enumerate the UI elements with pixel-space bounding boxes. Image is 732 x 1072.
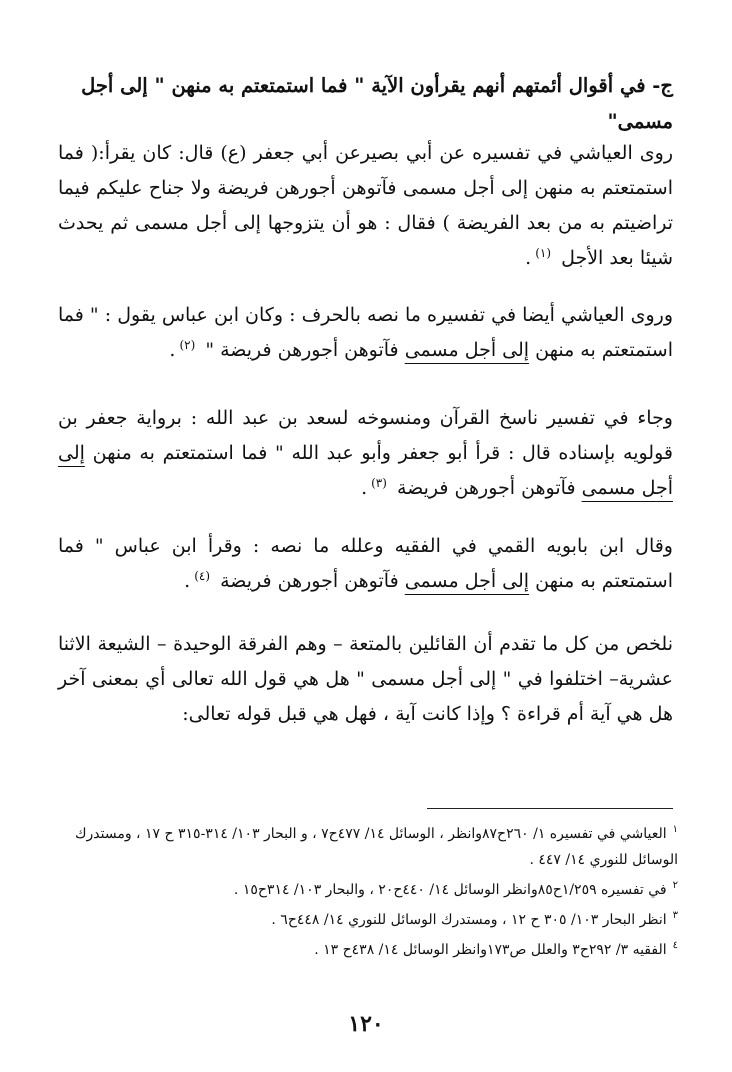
paragraph-ibn-babawayh bbox=[58, 529, 673, 599]
paragraph-nasikh-mansukh bbox=[58, 401, 673, 506]
paragraph-text: وقال ابن بابويه القمي في الفقيه وعلله ما نصه : وقرأ ابن عباس " فما استمتعتم به منهن bbox=[58, 535, 673, 592]
sentence-end: . bbox=[525, 247, 532, 269]
paragraph-summary: نلخص من كل ما تقدم أن القائلين بالمتعة – وهم الفرقة الوحيدة – الشيعة الاثنا عشرية– اختلفوا في " إلى أجل مسمى " هل هي قول الله تعالى أي بمعنى آخر هل هي آية أم قراءة ؟ وإذا كانت آية ، فهل هي قبل قوله تعالى: bbox=[58, 633, 673, 725]
underlined-phrase: إلى أجل مسمى bbox=[58, 442, 673, 499]
footnote-separator bbox=[427, 808, 673, 809]
sentence-end: . bbox=[169, 339, 176, 361]
footnote-text: الفقيه ٣/ ٢٩٢ح٣ والعلل ص١٧٣وانظر الوسائل ١٤/ ٤٣٨ح ١٣ . bbox=[314, 942, 667, 958]
footnote-number: ١ bbox=[672, 824, 678, 836]
footnote-1 bbox=[58, 821, 678, 873]
footnote-number: ٣ bbox=[672, 910, 678, 922]
paragraph-text-continued: فآتوهن أجورهن فريضة bbox=[396, 477, 576, 499]
section-heading: ج- في أقوال أئمتهم أنهم يقرأون الآية " فما استمتعتم به منهن " إلى أجل مسمى" bbox=[81, 74, 673, 133]
paragraph-text-continued: فآتوهن أجورهن فريضة " bbox=[205, 339, 399, 361]
footnote-ref-1[interactable]: (١) bbox=[535, 245, 552, 260]
footnote-4 bbox=[58, 937, 678, 963]
footnote-2 bbox=[58, 877, 678, 903]
paragraph-text-continued: فآتوهن أجورهن فريضة bbox=[220, 570, 399, 592]
footnote-text: انظر البحار ١٠٣/ ٣٠٥ ح ١٢ ، ومستدرك الوسائل للنوري ١٤/ ٤٤٨ح٦ . bbox=[271, 912, 667, 928]
page-number: ١٢٠ bbox=[348, 1011, 384, 1037]
paragraph-text: وروى العياشي أيضا في تفسيره ما نصه بالحرف : وكان ابن عباس يقول : " فما استمتعتم به منهن bbox=[58, 304, 673, 361]
paragraph-text: روى العياشي في تفسيره عن أبي بصيرعن أبي جعفر (ع) قال: كان يقرأ:( فما استمتعتم به منهن إلى أجل مسمى فآتوهن أجورهن فريضة ولا جناح عليكم فيما تراضيتم به من بعد الفريضة ) فقال : هو أن يتزوجها إلى أجل مسمى ثم يحدث شيئا بعد الأجل bbox=[58, 142, 673, 269]
footnote-ref-3[interactable]: (٣) bbox=[371, 475, 387, 490]
footnote-number: ٤ bbox=[672, 940, 678, 952]
footnote-ref-2[interactable]: (٢) bbox=[179, 337, 196, 352]
paragraph-ayyashi-abu-basir bbox=[58, 136, 673, 276]
footnote-text: العياشي في تفسيره ١/ ٢٦٠ح٨٧وانظر ، الوسائل ١٤/ ٤٧٧ح٧ ، و البحار ١٠٣/ ٣١٤-٣١٥ ح ١٧ ، ومستدرك الوسائل للنوري ١٤/ ٤٤٧ . bbox=[74, 826, 678, 868]
sentence-end: . bbox=[184, 570, 191, 592]
footnote-3 bbox=[58, 907, 678, 933]
footnote-text: في تفسيره ١/٢٥٩ح٨٥وانظر الوسائل ١٤/ ٤٤٠ح٢٠ ، والبحار ١٠٣/ ٣١٤ح١٥ . bbox=[233, 882, 667, 898]
sentence-end: . bbox=[361, 477, 368, 499]
footnote-number: ٢ bbox=[672, 880, 678, 892]
underlined-phrase: إلى أجل مسمى bbox=[404, 570, 530, 592]
paragraph-text: وجاء في تفسير ناسخ القرآن ومنسوخه لسعد بن عبد الله : برواية جعفر بن قولويه بإسناده قال : قرأ أبو جعفر وأبو عبد الله " فما استمتعتم به منهن bbox=[58, 407, 673, 464]
paragraph-ayyashi-ibn-abbas bbox=[58, 298, 673, 368]
footnotes bbox=[58, 821, 678, 967]
footnote-ref-4[interactable]: (٤) bbox=[194, 568, 211, 583]
underlined-phrase: إلى أجل مسمى bbox=[404, 339, 530, 361]
